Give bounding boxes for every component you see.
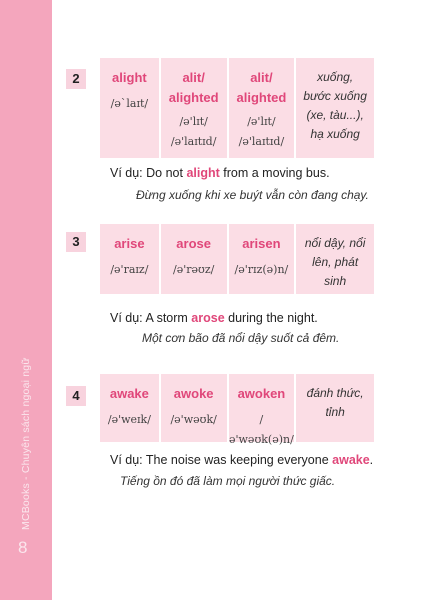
meaning-cell <box>296 58 374 158</box>
example-translation: Một cơn bão đã nổi dậy suốt cả đêm. <box>142 331 340 345</box>
meaning-line: lên, phát <box>312 255 359 269</box>
base-ipa: /ə'weɪk/ <box>107 413 151 426</box>
meaning-line: sinh <box>324 274 347 288</box>
meaning-cell <box>296 374 374 442</box>
meaning-line: xuống, <box>317 70 354 84</box>
entry-number: 2 <box>66 69 86 89</box>
verb-forms-table <box>100 374 374 446</box>
base-ipa: /ə'raɪz/ <box>110 263 149 276</box>
past-participle-cell <box>228 374 295 446</box>
past-participle-cell <box>229 58 295 158</box>
past-ipa: /ə'rəʊz/ <box>172 263 215 276</box>
past-participle: awoken <box>237 386 286 401</box>
example-sentence <box>110 311 318 325</box>
example-prefix: Ví dụ: Do not <box>110 166 187 180</box>
past-ipa: /ə'wəʊk/ <box>170 413 217 426</box>
base-form-cell <box>100 224 159 294</box>
past-form: arose <box>176 236 211 251</box>
base-form: alight <box>112 70 147 85</box>
past-participle-ipa: /ə'wəʊk(ə)n/ <box>228 413 294 446</box>
past-participle-ipa: /ə'rɪz(ə)n/ <box>234 263 289 276</box>
page-number: 8 <box>18 538 28 557</box>
base-ipa: /ə`laɪt/ <box>110 97 149 110</box>
verb-forms-table <box>100 58 374 158</box>
example-suffix: . <box>369 453 374 467</box>
example-highlight: awake <box>332 453 370 467</box>
base-form-cell <box>100 374 159 442</box>
base-form: arise <box>114 236 145 251</box>
past-form-cell <box>161 224 227 294</box>
past-form-cell <box>161 58 227 158</box>
example-highlight: alight <box>186 166 220 180</box>
past-form: awoke <box>173 386 214 401</box>
base-form: awake <box>109 386 149 401</box>
past-participle: alit/ <box>250 70 273 85</box>
base-form-cell <box>100 58 159 158</box>
example-translation: Tiếng ồn đó đã làm mọi người thức giấc. <box>120 474 336 488</box>
example-highlight: arose <box>191 311 225 325</box>
verb-forms-table <box>100 224 374 294</box>
meaning-line: đánh thức, <box>306 386 364 400</box>
entry-number: 3 <box>66 232 86 252</box>
meaning-line: (xe, tàu...), <box>306 108 364 122</box>
example-suffix: from a moving bus. <box>219 166 330 180</box>
example-sentence <box>110 166 330 180</box>
entry-number: 4 <box>66 386 86 406</box>
publisher-label: MCBooks - Chuyên sách ngoại ngữ <box>20 357 32 530</box>
past-participle: arisen <box>242 236 281 251</box>
example-prefix: Ví dụ: A storm <box>110 311 192 325</box>
past-participle-cell <box>229 224 295 294</box>
meaning-line: hạ xuống <box>310 127 360 141</box>
past-participle-alt: alighted <box>236 90 287 105</box>
past-participle-ipa: /ə'lɪt/ <box>247 115 276 128</box>
past-participle-ipa-alt: /ə'laɪtɪd/ <box>238 135 285 148</box>
past-form-alt: alighted <box>168 90 219 105</box>
past-ipa-alt: /ə'laɪtɪd/ <box>170 135 217 148</box>
meaning-line: bước xuống <box>303 89 367 103</box>
example-sentence <box>110 453 373 467</box>
past-ipa: /ə'lɪt/ <box>179 115 208 128</box>
example-suffix: during the night. <box>224 311 318 325</box>
meaning-line: tỉnh <box>325 405 345 419</box>
meaning-line: nổi dậy, nổi <box>304 236 366 250</box>
meaning-cell <box>296 224 374 294</box>
example-translation: Đừng xuống khi xe buýt vẫn còn đang chạy. <box>136 188 369 202</box>
past-form: alit/ <box>182 70 205 85</box>
example-prefix: Ví dụ: The noise was keeping everyone <box>110 453 333 467</box>
past-form-cell <box>161 374 227 442</box>
